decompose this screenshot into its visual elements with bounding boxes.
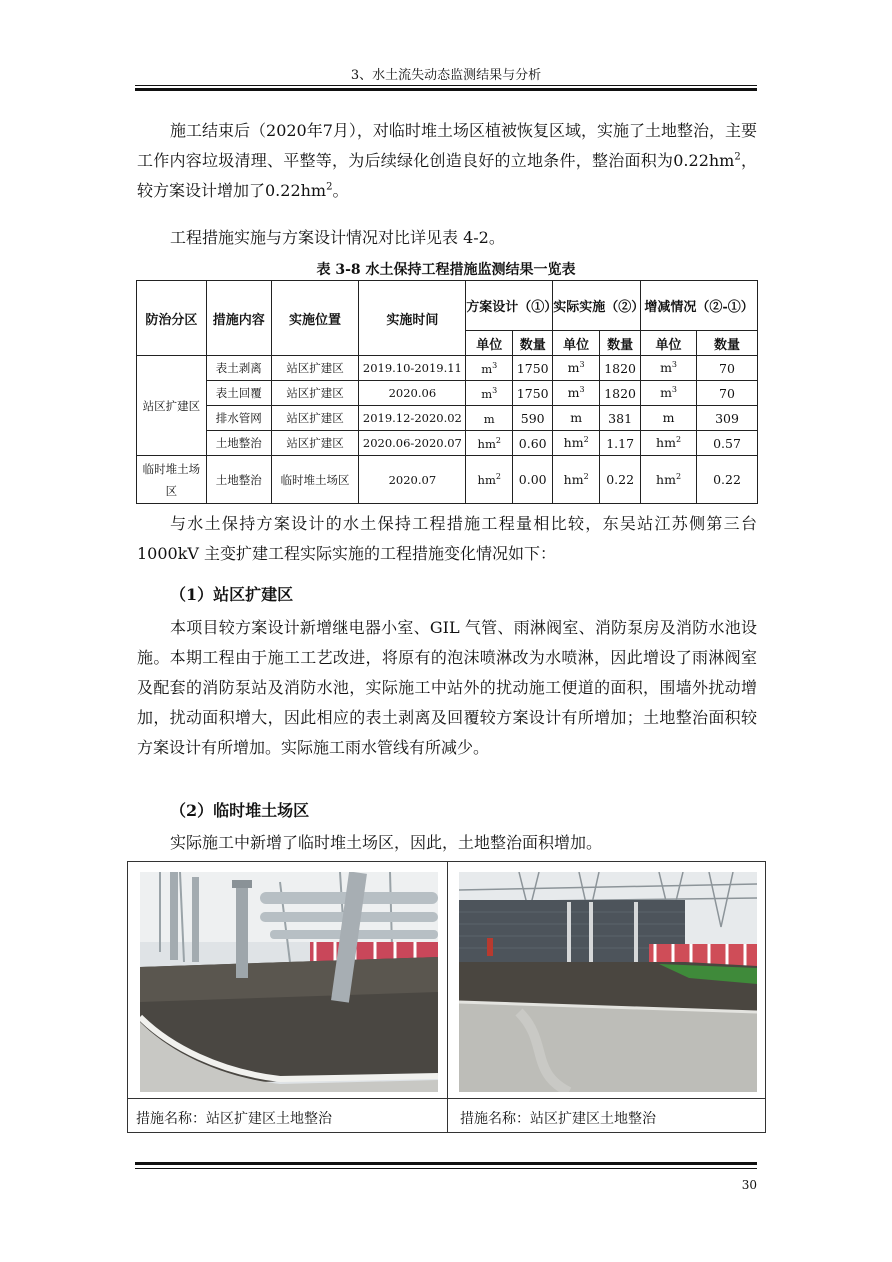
p1-sup-2: 2	[326, 181, 333, 193]
unit-base: m	[567, 360, 580, 376]
cell-change-unit	[641, 381, 697, 406]
cell-change-qty: 70	[697, 381, 758, 406]
cell-time: 2020.06	[359, 381, 466, 406]
cell-change-qty: 0.57	[697, 431, 758, 456]
th-location: 实施位置	[271, 281, 359, 356]
cell-plan-qty: 590	[513, 406, 553, 431]
footer-rule-thin	[135, 1168, 757, 1169]
photo-left	[140, 872, 438, 1092]
cell-measure: 土地整治	[206, 456, 271, 504]
measures-table	[136, 280, 758, 504]
photo-caption-right: 措施名称：站区扩建区土地整治	[460, 1111, 656, 1127]
paragraph-comparison: 与水土保持方案设计的水土保持工程措施工程量相比较，东吴站江苏侧第三台 1000kV 主变扩建工程实际实施的工程措施变化情况如下：	[137, 514, 757, 563]
heading-station-expansion: （1）站区扩建区	[170, 585, 294, 604]
th-plan-qty: 数量	[513, 331, 553, 356]
th-plan-unit: 单位	[466, 331, 513, 356]
th-plan: 方案设计（①）	[466, 281, 553, 331]
table-header-row-1	[137, 281, 758, 331]
p1-text-c: 。	[332, 181, 349, 200]
cell-plan-unit	[466, 356, 513, 381]
table-row	[137, 406, 758, 431]
unit-base: hm	[656, 435, 676, 451]
cell-plan-unit	[466, 381, 513, 406]
cell-location: 站区扩建区	[271, 381, 359, 406]
th-change: 增减情况（②-①）	[641, 281, 758, 331]
cell-change-unit	[641, 431, 697, 456]
unit-sup: 3	[671, 385, 678, 395]
table-row	[137, 381, 758, 406]
table-row	[137, 356, 758, 381]
unit-sup: 3	[492, 385, 498, 395]
cell-change-unit	[641, 356, 697, 381]
th-actual-unit: 单位	[553, 331, 600, 356]
photo-table	[127, 861, 766, 1133]
cell-location: 临时堆土场区	[271, 456, 359, 504]
cell-zone: 临时堆土场区	[137, 456, 207, 504]
unit-base: m	[483, 411, 495, 426]
unit-sup: 2	[583, 435, 589, 445]
cell-location: 站区扩建区	[271, 356, 359, 381]
th-actual-qty: 数量	[600, 331, 641, 356]
unit-base: hm	[563, 472, 584, 488]
unit-sup: 3	[492, 360, 498, 370]
cell-change-unit	[641, 406, 697, 431]
p1-text-b: ，较方案设计增加了0.22hm	[137, 151, 757, 200]
cell-time: 2019.10-2019.11	[359, 356, 466, 381]
unit-sup: 2	[495, 435, 501, 445]
unit-base: m	[660, 385, 672, 401]
footer-rule-thick	[135, 1162, 757, 1165]
paragraph-land-rehab	[137, 116, 757, 206]
cell-measure: 表土剥离	[206, 356, 271, 381]
unit-base: hm	[477, 472, 496, 487]
cell-plan-qty: 1750	[513, 381, 553, 406]
th-change-qty: 数量	[697, 331, 758, 356]
photo-caption-left: 措施名称：站区扩建区土地整治	[136, 1111, 332, 1127]
cell-actual-unit	[553, 356, 600, 381]
unit-base: hm	[656, 472, 676, 488]
th-time: 实施时间	[359, 281, 466, 356]
cell-change-qty: 70	[697, 356, 758, 381]
unit-base: hm	[477, 436, 496, 451]
cell-plan-qty: 0.00	[513, 456, 553, 504]
th-zone: 防治分区	[137, 281, 207, 356]
unit-base: hm	[563, 435, 584, 451]
substation-photo-left	[140, 872, 438, 1092]
header-rule-thick	[135, 88, 757, 91]
table-row	[137, 456, 758, 504]
cell-actual-unit	[553, 381, 600, 406]
photo-caption-rule	[128, 1098, 765, 1099]
photo-divider	[447, 862, 448, 1132]
cell-change-qty: 309	[697, 406, 758, 431]
paragraph-temp-soil-yard: 实际施工中新增了临时堆土场区，因此，土地整治面积增加。	[170, 833, 603, 852]
unit-sup: 2	[675, 435, 682, 445]
th-actual: 实际实施（②）	[553, 281, 641, 331]
heading-temp-soil-yard: （2）临时堆土场区	[170, 801, 310, 820]
cell-measure: 排水管网	[206, 406, 271, 431]
cell-actual-qty: 381	[600, 406, 641, 431]
paragraph-table-ref: 工程措施实施与方案设计情况对比详见表 4-2。	[170, 228, 505, 247]
cell-time: 2019.12-2020.02	[359, 406, 466, 431]
photo-right	[459, 872, 757, 1092]
cell-actual-qty: 1.17	[600, 431, 641, 456]
cell-plan-unit	[466, 406, 513, 431]
paragraph-station-details: 本项目较方案设计新增继电器小室、GIL 气管、雨淋阀室、消防泵房及消防水池设施。本期工程由于施工工艺改进，将原有的泡沫喷淋改为水喷淋，因此增设了雨淋阀室及配套的消防泵站及消防水池，实际施工中站外的扰动施工便道的面积，围墙外扰动增加，扰动面积增大，因此相应的表土剥离及回覆较方案设计有所增加；土地整治面积较方案设计有所增加。实际施工雨水管线有所减少。	[137, 618, 757, 757]
cell-actual-qty: 1820	[600, 356, 641, 381]
cell-actual-qty: 0.22	[600, 456, 641, 504]
cell-location: 站区扩建区	[271, 431, 359, 456]
page-number: 30	[741, 1178, 757, 1192]
cell-time: 2020.07	[359, 456, 466, 504]
unit-sup: 2	[495, 472, 501, 482]
unit-base: m	[660, 360, 672, 376]
table-caption: 表 3-8 水土保持工程措施监测结果一览表	[316, 262, 576, 278]
cell-actual-qty: 1820	[600, 381, 641, 406]
unit-sup: 3	[671, 360, 678, 370]
cell-plan-unit	[466, 456, 513, 504]
unit-base: m	[567, 385, 580, 401]
unit-base: m	[481, 361, 493, 376]
cell-measure: 表土回覆	[206, 381, 271, 406]
cell-actual-unit	[553, 406, 600, 431]
unit-base: m	[481, 386, 493, 401]
cell-measure: 土地整治	[206, 431, 271, 456]
p1-sup-1: 2	[734, 151, 741, 163]
cell-change-unit	[641, 456, 697, 504]
unit-base: m	[662, 410, 675, 426]
table-row	[137, 431, 758, 456]
unit-sup: 3	[579, 385, 585, 395]
cell-location: 站区扩建区	[271, 406, 359, 431]
cell-plan-qty: 0.60	[513, 431, 553, 456]
unit-sup: 2	[583, 471, 589, 481]
cell-plan-qty: 1750	[513, 356, 553, 381]
unit-sup: 3	[579, 360, 585, 370]
th-measure: 措施内容	[206, 281, 271, 356]
th-change-unit: 单位	[641, 331, 697, 356]
cell-time: 2020.06-2020.07	[359, 431, 466, 456]
cell-actual-unit	[553, 456, 600, 504]
header-rule-thin	[135, 85, 757, 86]
unit-sup: 2	[675, 471, 682, 481]
section-header: 3、水土流失动态监测结果与分析	[350, 68, 542, 83]
cell-plan-unit	[466, 431, 513, 456]
p1-text-a: 施工结束后（2020年7月），对临时堆土场区植被恢复区域，实施了土地整治，主要工作内容垃圾清理、平整等，为后续绿化创造良好的立地条件，整治面积为0.22hm	[137, 121, 757, 170]
cell-zone: 站区扩建区	[137, 356, 207, 456]
unit-base: m	[570, 410, 583, 426]
cell-change-qty: 0.22	[697, 456, 758, 504]
cell-actual-unit	[553, 431, 600, 456]
substation-photo-right	[459, 872, 757, 1092]
